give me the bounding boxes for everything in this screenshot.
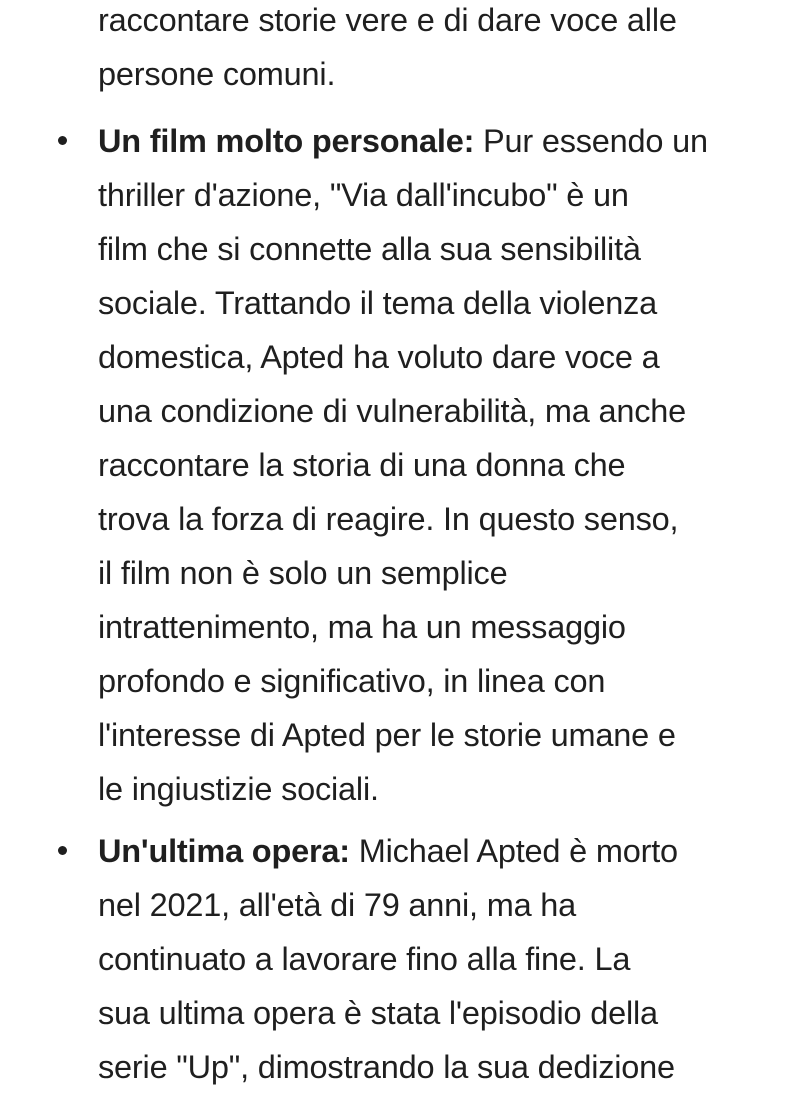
list-item-line: l'interesse di Apted per le storie umane e: [98, 717, 676, 753]
list-item-line: una condizione di vulnerabilità, ma anche: [98, 393, 687, 429]
list-item-line: il film non è solo un semplice: [98, 555, 508, 591]
list-item-line: profondo e significativo, in linea con: [98, 663, 606, 699]
list-item-text: Michael Apted è morto: [349, 833, 678, 869]
list-item-line: domestica, Apted ha voluto dare voce a: [98, 339, 660, 375]
list-item-line: intrattenimento, ma ha un messaggio: [98, 609, 626, 645]
list-item-line: le ingiustizie sociali.: [98, 771, 379, 807]
paragraph-line: raccontare storie vere e di dare voce alle: [98, 2, 677, 38]
list-item-line: nel 2021, all'età di 79 anni, ma ha: [98, 887, 577, 923]
list-item-line: sociale. Trattando il tema della violenza: [98, 285, 658, 321]
list-item-line: thriller d'azione, "Via dall'incubo" è un: [98, 177, 629, 213]
list-item-heading: Un film molto personale:: [98, 123, 475, 159]
list-item-line: raccontare la storia di una donna che: [98, 447, 626, 483]
list-item-line: film che si connette alla sua sensibilità: [98, 231, 641, 267]
list-item-first-line: [98, 114, 708, 168]
list-item-line: continuato a lavorare fino alla fine. La: [98, 941, 631, 977]
list-item-text: Pur essendo un: [474, 123, 708, 159]
list-item-first-line: [98, 824, 678, 878]
list-item-line: trova la forza di reagire. In questo senso,: [98, 501, 679, 537]
list-item-line: sua ultima opera è stata l'episodio della: [98, 995, 658, 1031]
list-item-heading: Un'ultima opera:: [98, 833, 350, 869]
bullet-icon: [58, 846, 67, 855]
paragraph-line: persone comuni.: [98, 56, 336, 92]
list-item-line: serie "Up", dimostrando la sua dedizione: [98, 1049, 675, 1085]
bullet-icon: [58, 136, 67, 145]
